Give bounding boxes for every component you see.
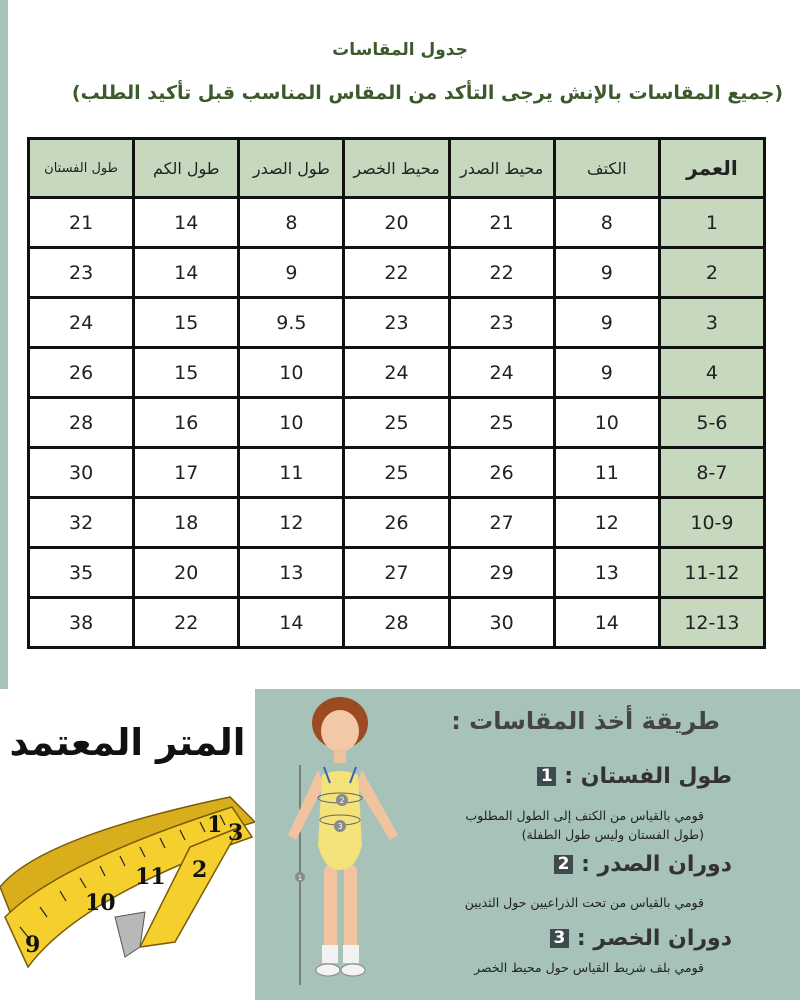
step-1-label: طول الفستان : [564, 764, 732, 789]
step-1-text-line-1: قومي بالقياس من الكتف إلى الطول المطلوب [465, 808, 704, 823]
table-row [29, 448, 765, 498]
cell-dress-length: 26 [29, 348, 134, 398]
cell-waist-circumference: 25 [344, 398, 449, 448]
cell-dress-length: 30 [29, 448, 134, 498]
cell-sleeve-length: 17 [134, 448, 239, 498]
cell-sleeve-length: 14 [134, 198, 239, 248]
cell-chest-length: 11 [239, 448, 344, 498]
cell-chest-circumference: 21 [449, 198, 554, 248]
table-row [29, 398, 765, 448]
cell-sleeve-length: 22 [134, 598, 239, 648]
cell-dress-length: 35 [29, 548, 134, 598]
cell-chest-circumference: 26 [449, 448, 554, 498]
cell-waist-circumference: 26 [344, 498, 449, 548]
measuring-tape-icon [0, 767, 255, 1000]
header-dress-length: طول الفستان [29, 139, 134, 198]
cell-sleeve-length: 18 [134, 498, 239, 548]
tape-number-9: 9 [25, 932, 41, 958]
cell-chest-length: 10 [239, 348, 344, 398]
cell-shoulder: 14 [554, 598, 659, 648]
cell-waist-circumference: 22 [344, 248, 449, 298]
cell-dress-length: 38 [29, 598, 134, 648]
table-row [29, 248, 765, 298]
size-table [27, 137, 766, 649]
step-2-label: دوران الصدر : [581, 852, 732, 877]
cell-waist-circumference: 25 [344, 448, 449, 498]
cell-shoulder: 12 [554, 498, 659, 548]
tape-number-1: 1 [207, 812, 223, 838]
header-shoulder: الكتف [554, 139, 659, 198]
cell-waist-circumference: 28 [344, 598, 449, 648]
step-3-header [550, 926, 732, 951]
cell-chest-length: 12 [239, 498, 344, 548]
page-subtitle: (جميع المقاسات بالإنش يرجى التأكد من المقاس المناسب قبل تأكيد الطلب) [71, 82, 784, 104]
cell-shoulder: 9 [554, 298, 659, 348]
cell-chest-circumference: 30 [449, 598, 554, 648]
cell-chest-length: 13 [239, 548, 344, 598]
cell-chest-circumference: 25 [449, 398, 554, 448]
cell-shoulder: 13 [554, 548, 659, 598]
step-2-number: 2 [554, 855, 573, 874]
step-3-text-line-1: قومي بلف شريط القياس حول محيط الخصر [474, 960, 704, 975]
step-1-number: 1 [537, 767, 556, 786]
figure-marker-2: 2 [339, 796, 345, 805]
tape-number-10: 10 [85, 890, 116, 916]
cell-age: 5-6 [659, 398, 764, 448]
size-table-header-row [29, 139, 765, 198]
cell-age: 2 [659, 248, 764, 298]
cell-waist-circumference: 27 [344, 548, 449, 598]
header-sleeve-length: طول الكم [134, 139, 239, 198]
step-3-label: دوران الخصر : [576, 926, 732, 951]
cell-chest-circumference: 24 [449, 348, 554, 398]
table-row [29, 598, 765, 648]
cell-waist-circumference: 23 [344, 298, 449, 348]
cell-age: 10-9 [659, 498, 764, 548]
step-3-text [404, 958, 704, 977]
cell-age: 4 [659, 348, 764, 398]
step-2-text-line-1: قومي بالقياس من تحت الذراعيين حول الثديين [464, 895, 704, 910]
figure-marker-1: 1 [297, 874, 303, 882]
tape-number-2: 2 [192, 857, 208, 883]
step-1-text-line-2: (طول الفستان وليس طول الطفلة) [521, 827, 704, 842]
cell-chest-length: 9 [239, 248, 344, 298]
cell-waist-circumference: 20 [344, 198, 449, 248]
cell-shoulder: 9 [554, 348, 659, 398]
step-3-number: 3 [550, 929, 569, 948]
cell-chest-circumference: 29 [449, 548, 554, 598]
cell-dress-length: 23 [29, 248, 134, 298]
guide-title: طريقة أخذ المقاسات : [451, 707, 720, 735]
cell-chest-length: 10 [239, 398, 344, 448]
page-title: جدول المقاسات [332, 40, 468, 60]
step-1-text [404, 806, 704, 844]
cell-chest-length: 8 [239, 198, 344, 248]
cell-dress-length: 32 [29, 498, 134, 548]
step-1-header [537, 764, 732, 789]
cell-age: 12-13 [659, 598, 764, 648]
table-row [29, 348, 765, 398]
table-row [29, 548, 765, 598]
tape-number-11: 11 [135, 864, 166, 890]
figure-marker-3: 3 [337, 822, 343, 831]
header-chest-circumference: محيط الصدر [449, 139, 554, 198]
cell-dress-length: 28 [29, 398, 134, 448]
step-2-text [404, 893, 704, 912]
tape-panel [0, 689, 255, 1000]
table-row [29, 198, 765, 248]
cell-waist-circumference: 24 [344, 348, 449, 398]
table-row [29, 298, 765, 348]
cell-dress-length: 24 [29, 298, 134, 348]
cell-age: 3 [659, 298, 764, 348]
header-waist-circumference: محيط الخصر [344, 139, 449, 198]
cell-sleeve-length: 16 [134, 398, 239, 448]
header-chest-length: طول الصدر [239, 139, 344, 198]
size-table-body [29, 198, 765, 648]
cell-chest-length: 14 [239, 598, 344, 648]
cell-sleeve-length: 15 [134, 348, 239, 398]
cell-shoulder: 11 [554, 448, 659, 498]
cell-chest-circumference: 27 [449, 498, 554, 548]
tape-title: المتر المعتمد [9, 721, 246, 764]
cell-age: 8-7 [659, 448, 764, 498]
cell-chest-circumference: 23 [449, 298, 554, 348]
cell-age: 1 [659, 198, 764, 248]
cell-dress-length: 21 [29, 198, 134, 248]
cell-age: 11-12 [659, 548, 764, 598]
cell-shoulder: 10 [554, 398, 659, 448]
cell-sleeve-length: 14 [134, 248, 239, 298]
tape-number-3: 3 [228, 820, 244, 846]
cell-chest-circumference: 22 [449, 248, 554, 298]
step-2-header [554, 852, 732, 877]
cell-chest-length: 9.5 [239, 298, 344, 348]
cell-shoulder: 9 [554, 248, 659, 298]
cell-sleeve-length: 20 [134, 548, 239, 598]
cell-sleeve-length: 15 [134, 298, 239, 348]
table-row [29, 498, 765, 548]
cell-shoulder: 8 [554, 198, 659, 248]
header-age: العمر [659, 139, 764, 198]
girl-figure-icon [258, 695, 418, 995]
